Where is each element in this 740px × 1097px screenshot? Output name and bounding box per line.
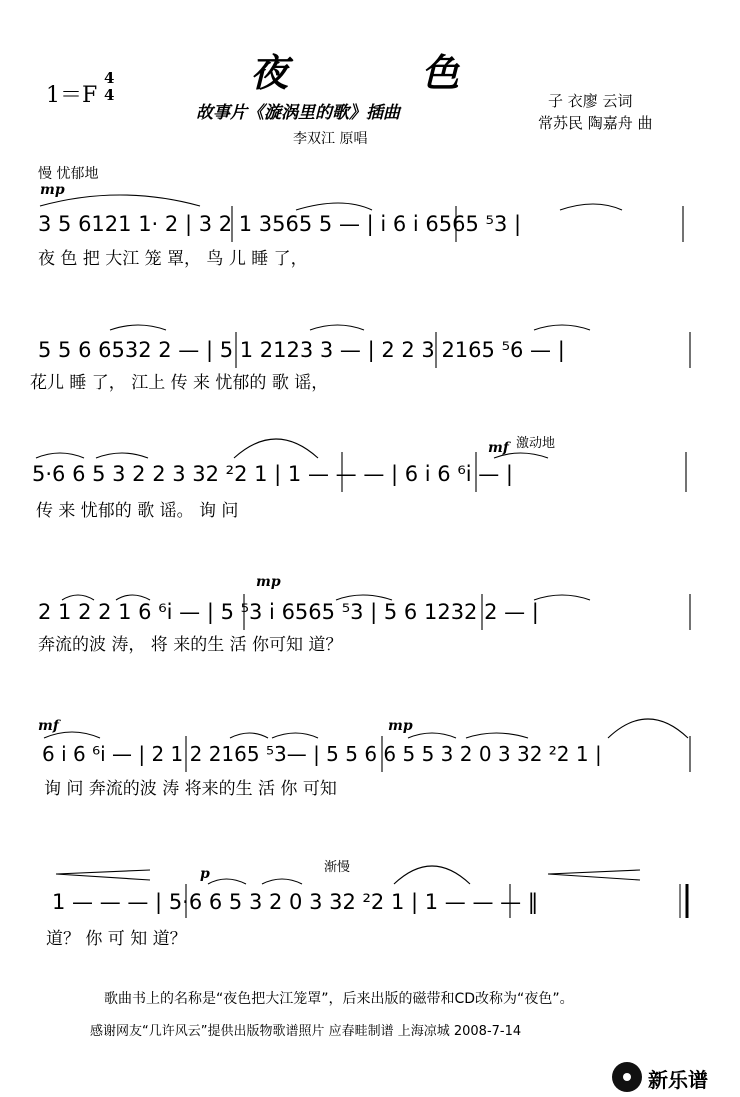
key-signature: 1＝F [46, 83, 98, 108]
subtitle: 故事片《漩涡里的歌》插曲 [196, 103, 400, 123]
slur [408, 733, 456, 738]
lyricist-credit: 子 衣廖 云词 [548, 92, 633, 110]
tempo-marking: 慢 忧郁地 [38, 166, 99, 182]
dynamic-mf: mf [38, 718, 59, 734]
slur [96, 453, 148, 458]
expression-marking: 激动地 [516, 436, 556, 451]
system-1-lyrics: 夜 色 把 大江 笼 罩， 鸟 儿 睡 了， [38, 249, 308, 269]
footer-credits: 感谢网友“几许风云”提供出版物歌谱照片 应春畦制谱 上海凉城 2008-7-14 [90, 1024, 522, 1039]
dynamic-mp: mp [388, 718, 413, 734]
hairpin [548, 870, 640, 874]
site-logo: 新乐谱 [648, 1068, 708, 1092]
slur [534, 325, 590, 330]
system-3-notes: 5·6 6 5 3 2 2 3 32 ²2 1 | 1 — — — | 6 i 6 ⁶i — | [32, 462, 514, 486]
system-1-notes: 3 5 6121 1· 2 | 3 2 1 3565 5 — | i 6 i 6565 ⁵3 | [38, 212, 522, 236]
tempo-marking-rit: 渐慢 [324, 860, 351, 875]
footer-note: 歌曲书上的名称是“夜色把大江笼罩”，后来出版的磁带和CD改称为“夜色”。 [104, 991, 574, 1007]
slur [394, 866, 470, 884]
system-3-lyrics: 传 来 忧郁的 歌 谣。 询 问 [36, 501, 239, 521]
slur [40, 195, 200, 206]
dynamic-mp: mp [40, 182, 65, 198]
system-4-lyrics: 奔流的波 涛， 将 来的生 活 你可知 道？ [38, 635, 343, 655]
slur [230, 733, 268, 738]
slur [234, 439, 318, 458]
time-signature-top: 4 [104, 69, 115, 87]
slur [208, 879, 246, 884]
system-5-lyrics: 询 问 奔流的波 涛 将来的生 活 你 可知 [44, 779, 337, 799]
singer-credit: 李双江 原唱 [293, 131, 368, 147]
logo-icon [612, 1062, 642, 1092]
system-6-notes: 1 — — — | 5·6 6 5 3 2 0 3 32 ²2 1 | 1 — — — ‖ [52, 890, 539, 914]
hairpin [56, 874, 150, 880]
system-5-notes: 6 i 6 ⁶i — | 2 1 2 2165 ⁵3— | 5 5 6 6 5 5 3 2 0 3 32 ²2 1 | [42, 742, 602, 766]
slur [262, 879, 302, 884]
slur [36, 453, 84, 458]
dynamic-mp: mp [256, 574, 281, 590]
dynamic-mf: mf [488, 440, 509, 456]
slur [534, 595, 590, 600]
slur [296, 203, 372, 210]
hairpin [548, 874, 640, 880]
slur [466, 733, 528, 738]
system-6-lyrics: 道？ 你 可 知 道？ [46, 929, 187, 949]
slur [608, 719, 688, 738]
song-title: 夜 色 [250, 50, 520, 95]
slur [310, 325, 364, 330]
hairpin [56, 870, 150, 874]
system-4-notes: 2 1 2 2 1 6 ⁶i — | 5 ⁵3 i 6565 ⁵3 | 5 6 1232 2 — | [38, 600, 539, 624]
slur [272, 733, 318, 738]
composer-credit: 常苏民 陶嘉舟 曲 [538, 114, 653, 132]
slur [560, 204, 622, 210]
time-signature-bottom: 4 [104, 86, 115, 104]
slur [110, 325, 166, 330]
system-2-notes: 5 5 6 6532 2 — | 5 1 2123 3 — | 2 2 3 2165 ⁵6 — | [38, 338, 565, 362]
system-2-lyrics: 花儿 睡 了， 江上 传 来 忧郁的 歌 谣， [30, 373, 329, 393]
dynamic-p: p [200, 866, 210, 882]
